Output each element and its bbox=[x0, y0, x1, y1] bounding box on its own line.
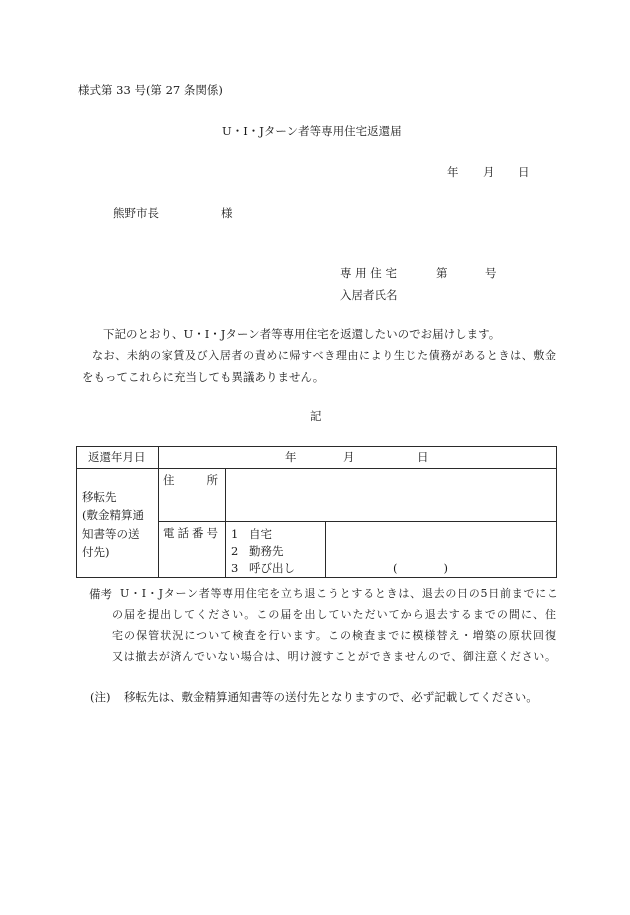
table-border bbox=[76, 446, 557, 578]
form-number: 様式第 33 号(第 27 条関係) bbox=[78, 83, 223, 97]
addressee-honorific: 様 bbox=[221, 206, 233, 220]
destination-label-line: 知書等の送 bbox=[82, 527, 140, 541]
date-year-label: 年 bbox=[447, 165, 459, 179]
table-divider-col2 bbox=[225, 468, 226, 578]
remarks-label: 備考 bbox=[89, 587, 112, 601]
destination-label-line: (敷金精算通 bbox=[82, 508, 144, 522]
housing-label: 専 用 住 宅 bbox=[340, 266, 397, 280]
remarks-line-2: の届を提出してください。この届を出していただいてから退去するまでの間に、住 bbox=[112, 608, 556, 621]
body-line-3: をもってこれらに充当しても異議ありません。 bbox=[82, 370, 325, 384]
document-title: U・I・Jターン者等専用住宅返還届 bbox=[222, 124, 402, 138]
date-month-label: 月 bbox=[483, 165, 495, 179]
phone-parentheses: ( ) bbox=[393, 561, 448, 575]
caution-label: (注) bbox=[90, 690, 111, 704]
table-divider-row1 bbox=[76, 468, 557, 469]
housing-number-prefix: 第 bbox=[436, 266, 448, 280]
body-line-1: 下記のとおり、U・I・Jターン者等専用住宅を返還したいのでお届けします。 bbox=[103, 327, 501, 341]
remarks-line-1: U・I・Jターン者等専用住宅を立ち退こうとするときは、退去の日の5日前までにこ bbox=[120, 587, 558, 600]
remarks-line-3: 宅の保管状況について検査を行います。この検査までに模様替え・増築の原状回復 bbox=[112, 629, 556, 642]
return-date-day: 日 bbox=[417, 450, 429, 464]
addressee-name: 熊野市長 bbox=[113, 206, 159, 220]
phone-option-number: 1 bbox=[231, 527, 239, 541]
phone-option-number: 3 bbox=[231, 561, 239, 575]
date-day-label: 日 bbox=[518, 165, 530, 179]
phone-label: 電話番号 bbox=[163, 526, 221, 540]
caution-text: 移転先は、敷金精算通知書等の送付先となりますので、必ず記載してください。 bbox=[124, 690, 538, 704]
return-date-year: 年 bbox=[285, 450, 297, 464]
phone-option-number: 2 bbox=[231, 544, 239, 558]
return-date-label: 返還年月日 bbox=[88, 450, 146, 464]
remarks-line-4: 又は撤去が済んでいない場合は、明け渡すことができませんので、御注意ください。 bbox=[112, 650, 556, 663]
destination-label-line: 付先) bbox=[82, 545, 110, 559]
destination-label-line: 移転先 bbox=[82, 490, 117, 504]
address-label: 住 所 bbox=[163, 473, 221, 487]
table-divider-row2 bbox=[158, 521, 557, 522]
table-divider-col1 bbox=[158, 446, 159, 578]
table-divider-col3 bbox=[325, 521, 326, 578]
phone-option-label: 呼び出し bbox=[249, 561, 295, 575]
resident-name-label: 入居者氏名 bbox=[340, 288, 398, 302]
phone-option-label: 勤務先 bbox=[249, 544, 284, 558]
ki-heading: 記 bbox=[310, 409, 322, 423]
body-line-2: なお、未納の家賃及び入居者の責めに帰すべき理由により生じた債務があるときは、敷金 bbox=[92, 349, 556, 362]
return-date-month: 月 bbox=[343, 450, 355, 464]
phone-option-label: 自宅 bbox=[249, 527, 272, 541]
housing-number-suffix: 号 bbox=[485, 266, 497, 280]
